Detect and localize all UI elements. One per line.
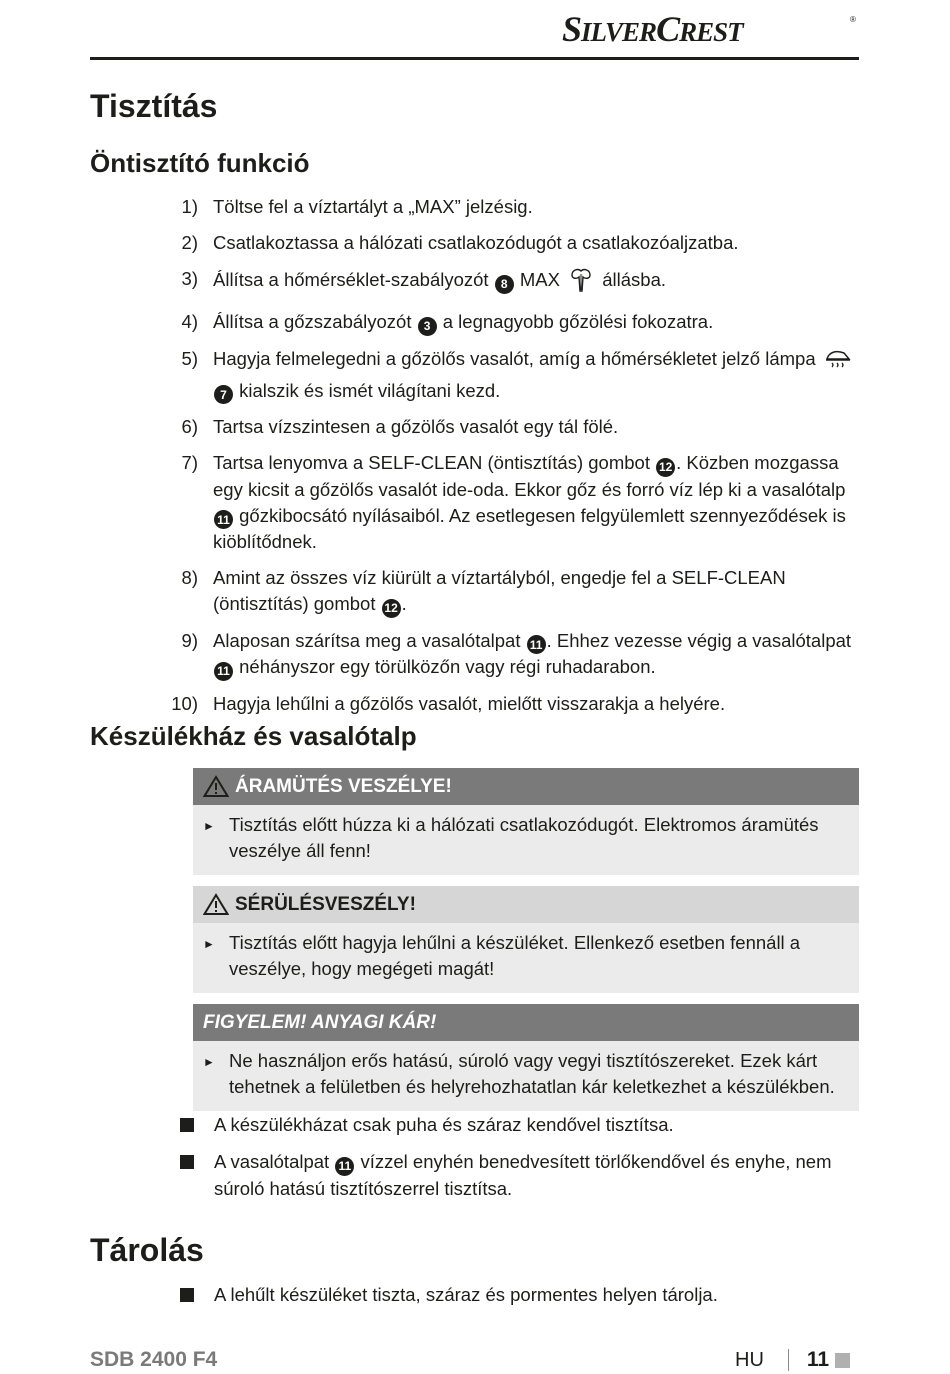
step-number: 7) <box>181 452 198 473</box>
warning-title: SÉRÜLÉSVESZÉLY! <box>235 893 416 915</box>
text-segment: . Közben mozgassa egy kicsit a gőzölős vasalót ide-oda. Ekkor gőz és forró víz lép ki a vasalótalp <box>213 452 846 500</box>
text-segment: Töltse fel a víztartályt a „MAX” jelzésig. <box>213 196 533 217</box>
text-segment: a legnagyobb gőzölési fokozatra. <box>437 311 714 332</box>
text-segment: A vasalótalpat <box>214 1151 335 1172</box>
step-number: 4) <box>181 311 198 332</box>
text-segment: gőzkibocsátó nyílásaiból. Az esetlegesen felgyülemlett szennyeződések is kiöblítődnek. <box>213 504 846 552</box>
square-bullet-icon <box>180 1155 194 1169</box>
warning-text: Tisztítás előtt húzza ki a hálózati csatlakozódugót. Elektromos áramütés veszélye áll fenn! <box>229 814 819 861</box>
silvercrest-logo <box>560 8 860 48</box>
step-number: 5) <box>181 347 198 369</box>
part-reference-badge: 11 <box>527 635 546 654</box>
part-reference-badge: 12 <box>382 599 401 618</box>
footer-language: HU <box>735 1348 764 1371</box>
part-reference-badge: 7 <box>214 385 233 404</box>
step-text <box>213 450 860 555</box>
step-text <box>213 628 860 681</box>
step-item <box>160 309 860 336</box>
warning-triangle-icon <box>203 893 229 916</box>
part-reference-badge: 11 <box>214 662 233 681</box>
warning-title: ÁRAMÜTÉS VESZÉLYE! <box>235 775 452 797</box>
step-text <box>213 266 860 299</box>
step-item <box>160 346 860 405</box>
step-number: 8) <box>181 567 198 588</box>
notice-material-damage <box>193 1004 859 1111</box>
warning-text: Tisztítás előtt hagyja lehűlni a készüléket. Ellenkező esetben fennáll a veszélye, hogy megégeti magát! <box>229 932 801 979</box>
footer-divider <box>788 1349 789 1371</box>
warning-header <box>193 768 859 805</box>
footer-model: SDB 2400 F4 <box>90 1348 218 1371</box>
text-segment: Hagyja felmelegedni a gőzölős vasalót, amíg a hőmérsékletet jelző lámpa <box>213 347 821 369</box>
text-segment: Hagyja lehűlni a gőzölős vasalót, mielőtt visszarakja a helyére. <box>213 692 726 714</box>
text-segment: Állítsa a hőmérséklet-szabályozót <box>213 269 494 290</box>
notice-text: Ne használjon erős hatású, súroló vagy vegyi tisztítószereket. Ezek kárt tehetnek a felületben és helyrehozhatatlan kár keletkezhet a készülékben. <box>229 1050 835 1097</box>
step-item <box>160 266 860 299</box>
storage-bullet-text: A lehűlt készüléket tiszta, száraz és pormentes helyen tárolja. <box>214 1284 718 1305</box>
text-segment: Állítsa a gőzszabályozót <box>213 311 417 332</box>
notice-title: FIGYELEM! ANYAGI KÁR! <box>203 1011 437 1033</box>
step-number: 9) <box>181 629 198 651</box>
step-item <box>160 230 860 256</box>
text-segment: Csatlakoztassa a hálózati csatlakozódugót a csatlakozóaljzatba. <box>213 232 739 253</box>
part-reference-badge: 11 <box>335 1157 354 1176</box>
step-text <box>213 346 860 405</box>
housing-bullet-text <box>214 1149 860 1202</box>
part-reference-badge: 3 <box>418 317 437 336</box>
footer-square-icon <box>835 1353 850 1368</box>
square-bullet-icon <box>180 1288 194 1302</box>
housing-bullet <box>180 1112 860 1138</box>
part-reference-badge: 11 <box>214 510 233 529</box>
warning-electric-shock <box>193 768 859 875</box>
step-text <box>213 194 860 220</box>
arrow-bullet-icon: ► <box>203 937 215 951</box>
page-title-storage: Tárolás <box>90 1232 204 1268</box>
square-bullet-icon <box>180 1118 194 1132</box>
steam-max-icon <box>568 266 594 299</box>
section-title-housing: Készülékház és vasalótalp <box>90 721 417 751</box>
arrow-bullet-icon: ► <box>203 1055 215 1069</box>
text-segment: Tartsa lenyomva a SELF-CLEAN (öntisztítás) gombot <box>213 452 656 473</box>
step-text <box>213 691 860 717</box>
storage-bullet <box>180 1282 860 1308</box>
step-item <box>160 414 860 440</box>
arrow-bullet-icon: ► <box>203 819 215 833</box>
svg-text:®: ® <box>850 15 856 24</box>
step-item <box>160 628 860 681</box>
notice-header <box>193 1004 859 1041</box>
part-reference-badge: 12 <box>656 458 675 477</box>
text-segment: A készülékházat csak puha és száraz kendővel tisztítsa. <box>214 1114 674 1135</box>
step-item <box>160 450 860 555</box>
step-number: 1) <box>181 196 198 217</box>
footer-page-number: 11 <box>806 1348 830 1371</box>
svg-text:SILVERCREST: SILVERCREST <box>562 9 743 48</box>
selfclean-steps-list <box>160 194 860 727</box>
step-number: 10) <box>171 692 198 714</box>
part-reference-badge: 8 <box>495 275 514 294</box>
step-text <box>213 309 860 336</box>
step-text <box>213 414 860 440</box>
text-segment: Alaposan szárítsa meg a vasalótalpat <box>213 629 526 651</box>
header-rule <box>90 57 859 60</box>
step-number: 3) <box>181 268 198 289</box>
step-item <box>160 691 860 717</box>
step-number: 2) <box>181 232 198 253</box>
temperature-lamp-icon <box>824 347 852 378</box>
step-text <box>213 230 860 256</box>
text-segment: . Ehhez vezesse végig a vasalótalpat <box>546 629 852 651</box>
text-segment: Amint az összes víz kiürült a víztartályból, engedje fel a SELF-CLEAN (öntisztítás) gombot <box>213 567 786 614</box>
step-text <box>213 565 860 618</box>
text-segment: állásba. <box>597 269 666 290</box>
text-segment: kialszik és ismét világítani kezd. <box>234 379 501 401</box>
step-number: 6) <box>181 416 198 437</box>
warning-triangle-icon <box>203 775 229 798</box>
housing-bullet-text <box>214 1112 674 1138</box>
warning-header <box>193 886 859 923</box>
text-segment: MAX <box>514 269 566 290</box>
housing-bullet <box>180 1149 860 1202</box>
step-item <box>160 194 860 220</box>
text-segment: vízzel enyhén benedvesített törlőkendővel és enyhe, nem súroló hatású tisztítószerrel tisztítsa. <box>214 1151 832 1199</box>
text-segment: . <box>401 593 407 614</box>
text-segment: néhányszor egy törülközőn vagy régi ruhadarabon. <box>234 656 656 677</box>
section-title-selfclean: Öntisztító funkció <box>90 148 310 178</box>
page-title-cleaning: Tisztítás <box>90 88 218 124</box>
warning-injury <box>193 886 859 993</box>
step-item <box>160 565 860 618</box>
text-segment: Tartsa vízszintesen a gőzölős vasalót egy tál fölé. <box>213 416 619 437</box>
footer-page-info <box>735 1348 850 1372</box>
